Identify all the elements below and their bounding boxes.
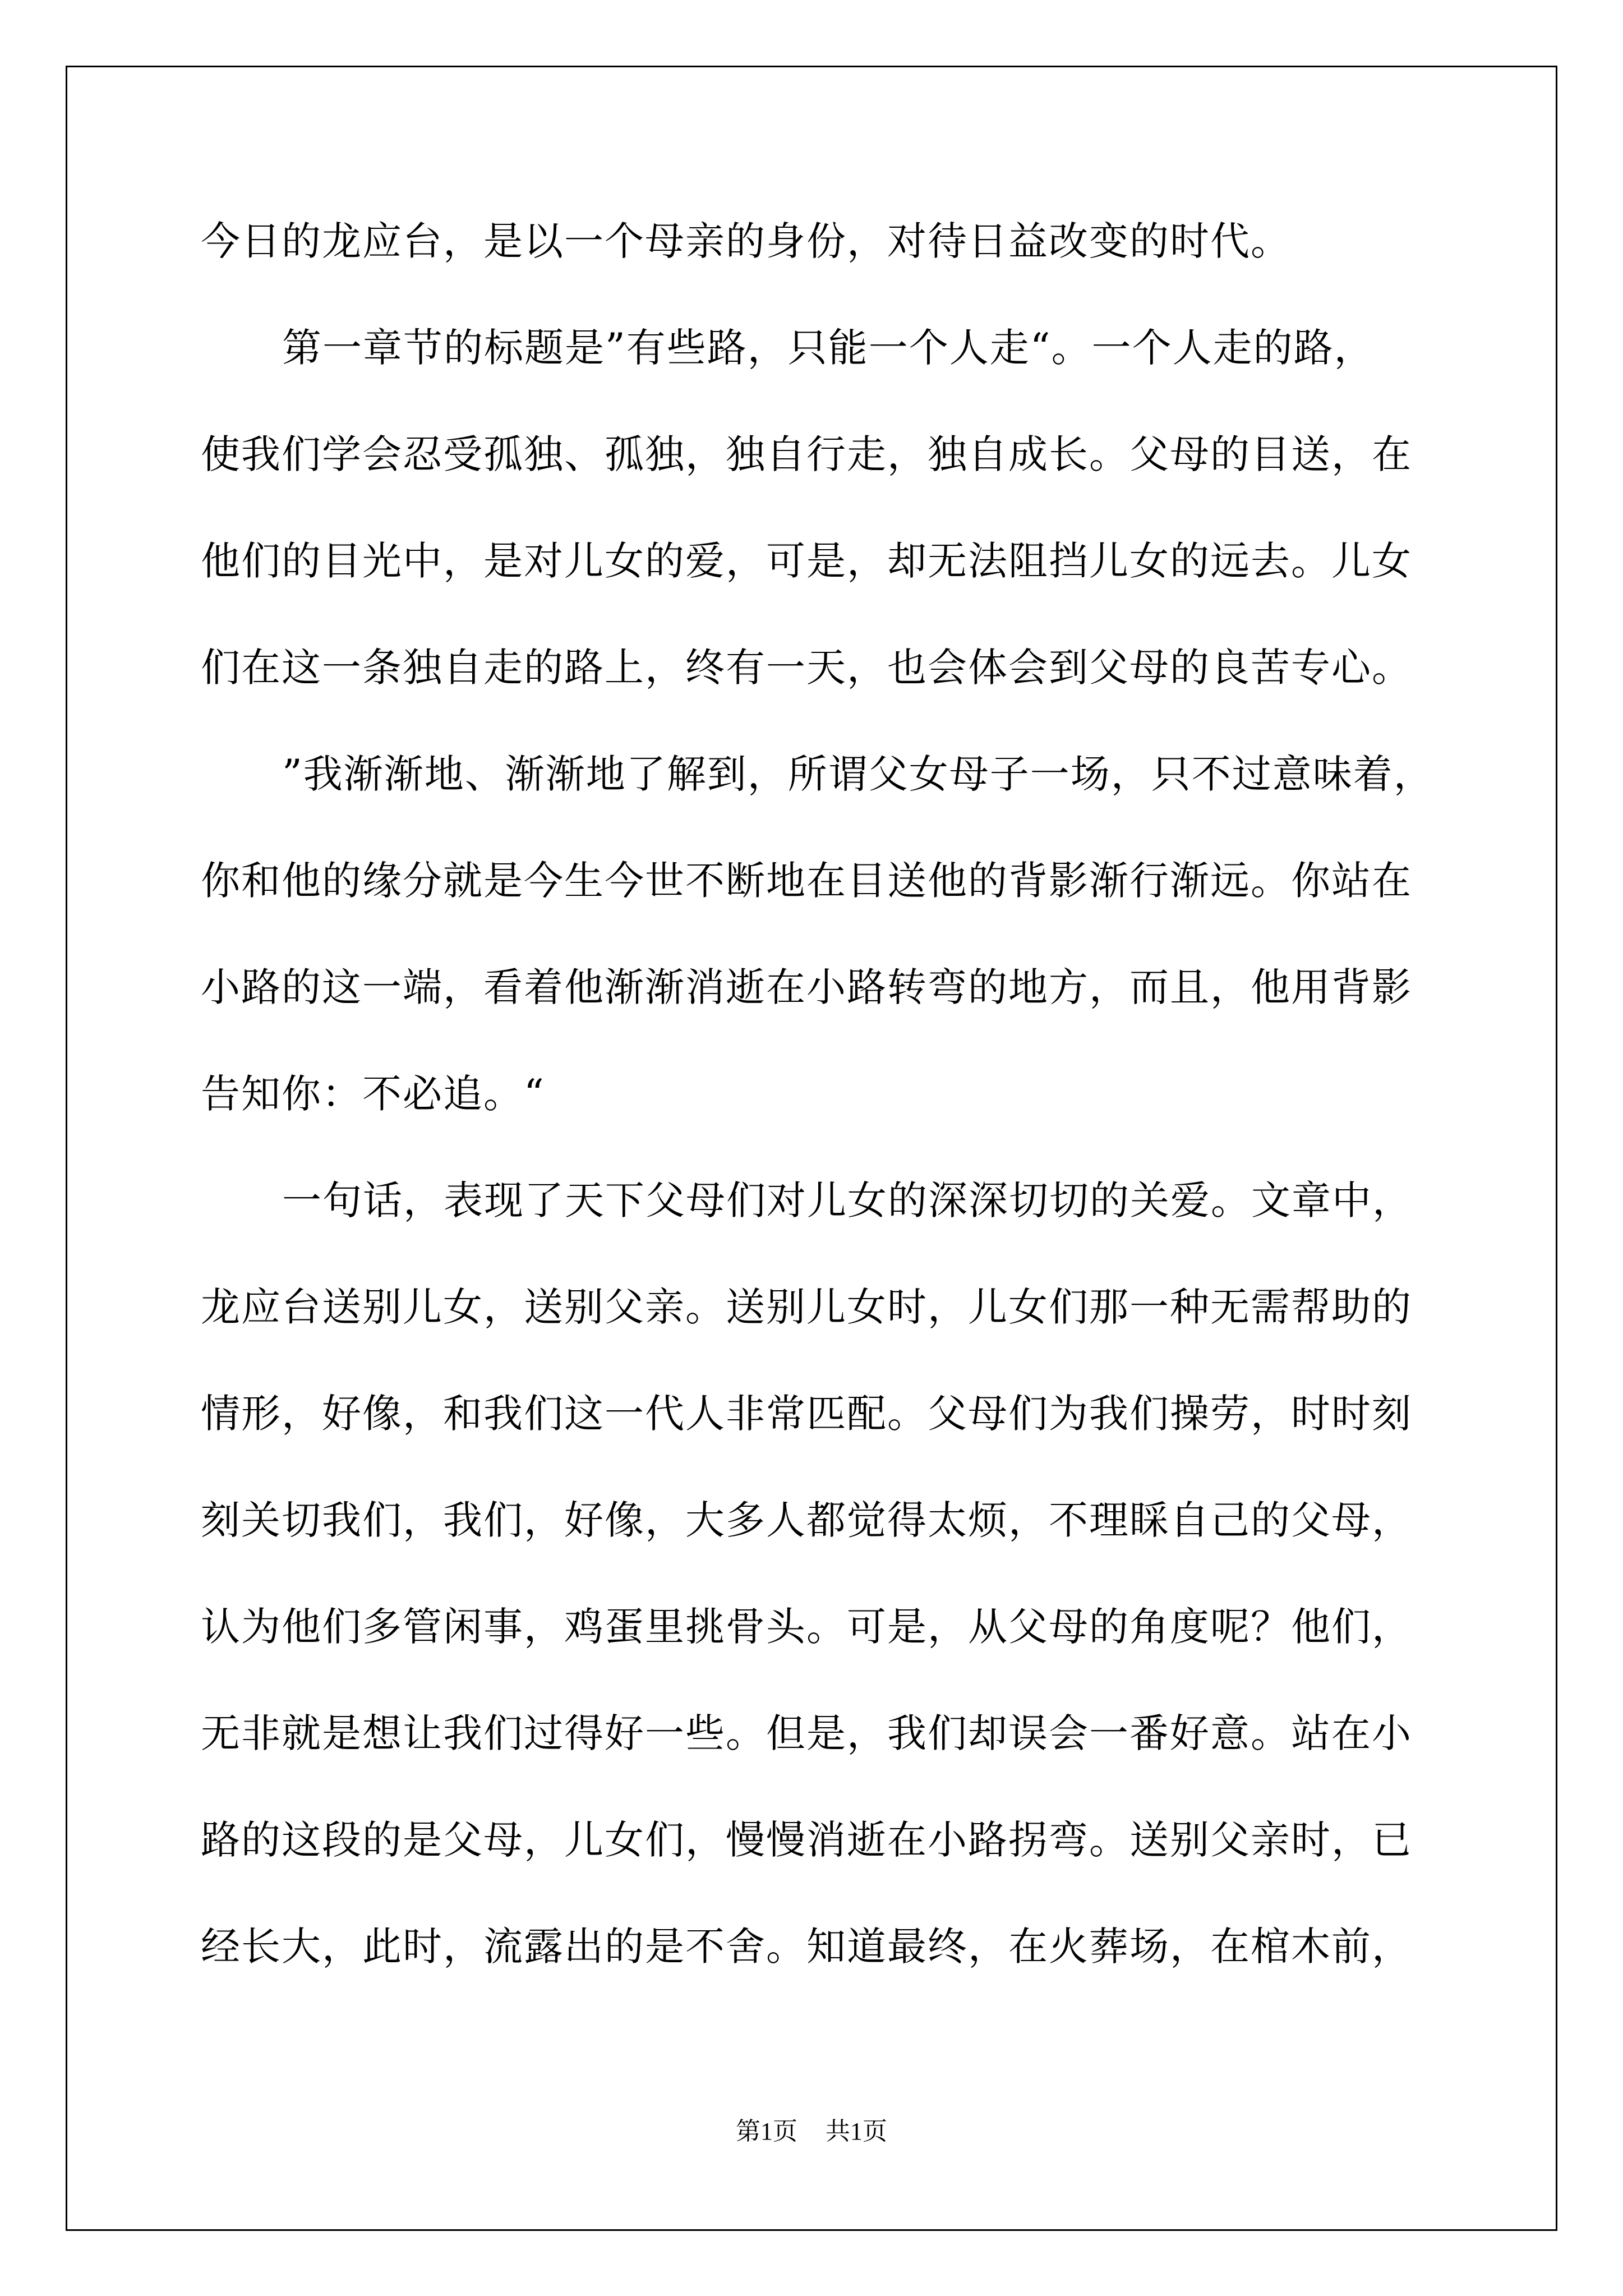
text-line: 使我们学会忍受孤独、孤独，独自行走，独自成长。父母的目送，在 — [201, 431, 1412, 477]
text-line: 情形，好像，和我们这一代人非常匹配。父母们为我们操劳，时时刻 — [201, 1391, 1412, 1437]
text-line: 经长大，此时，流露出的是不舍。知道最终，在火葬场，在棺木前， — [201, 1924, 1412, 1970]
page-total: 共1页 — [826, 2118, 887, 2145]
text-line: ”我渐渐地、渐渐地了解到，所谓父女母子一场，只不过意味着， — [282, 751, 1434, 797]
text-line: 第一章节的标题是”有些路，只能一个人走“。一个人走的路， — [282, 325, 1375, 371]
text-line: 小路的这一端，看着他渐渐消逝在小路转弯的地方，而且，他用背影 — [201, 964, 1412, 1010]
text-line: 们在这一条独自走的路上，终有一天，也会体会到父母的良苦专心。 — [201, 645, 1412, 691]
document-body — [201, 213, 1434, 2025]
text-line: 他们的目光中，是对儿女的爱，可是，却无法阻挡儿女的远去。儿女 — [201, 538, 1412, 584]
text-line: 无非就是想让我们过得好一些。但是，我们却误会一番好意。站在小 — [201, 1710, 1412, 1756]
text-line: 一句话，表现了天下父母们对儿女的深深切切的关爱。文章中， — [282, 1177, 1413, 1223]
text-line: 今日的龙应台，是以一个母亲的身份，对待日益改变的时代。 — [201, 218, 1291, 264]
text-line: 告知你：不必追。“ — [201, 1071, 545, 1117]
text-line: 路的这段的是父母，儿女们，慢慢消逝在小路拐弯。送别父亲时，已 — [201, 1817, 1412, 1863]
page-footer — [0, 2115, 1623, 2148]
page-number: 第1页 — [736, 2118, 797, 2145]
text-line: 你和他的缘分就是今生今世不断地在目送他的背影渐行渐远。你站在 — [201, 858, 1412, 904]
text-line: 龙应台送别儿女，送别父亲。送别儿女时，儿女们那一种无需帮助的 — [201, 1284, 1412, 1330]
text-line: 刻关切我们，我们，好像，大多人都觉得太烦，不理睬自己的父母， — [201, 1497, 1412, 1543]
text-line: 认为他们多管闲事，鸡蛋里挑骨头。可是，从父母的角度呢？他们， — [201, 1604, 1412, 1650]
